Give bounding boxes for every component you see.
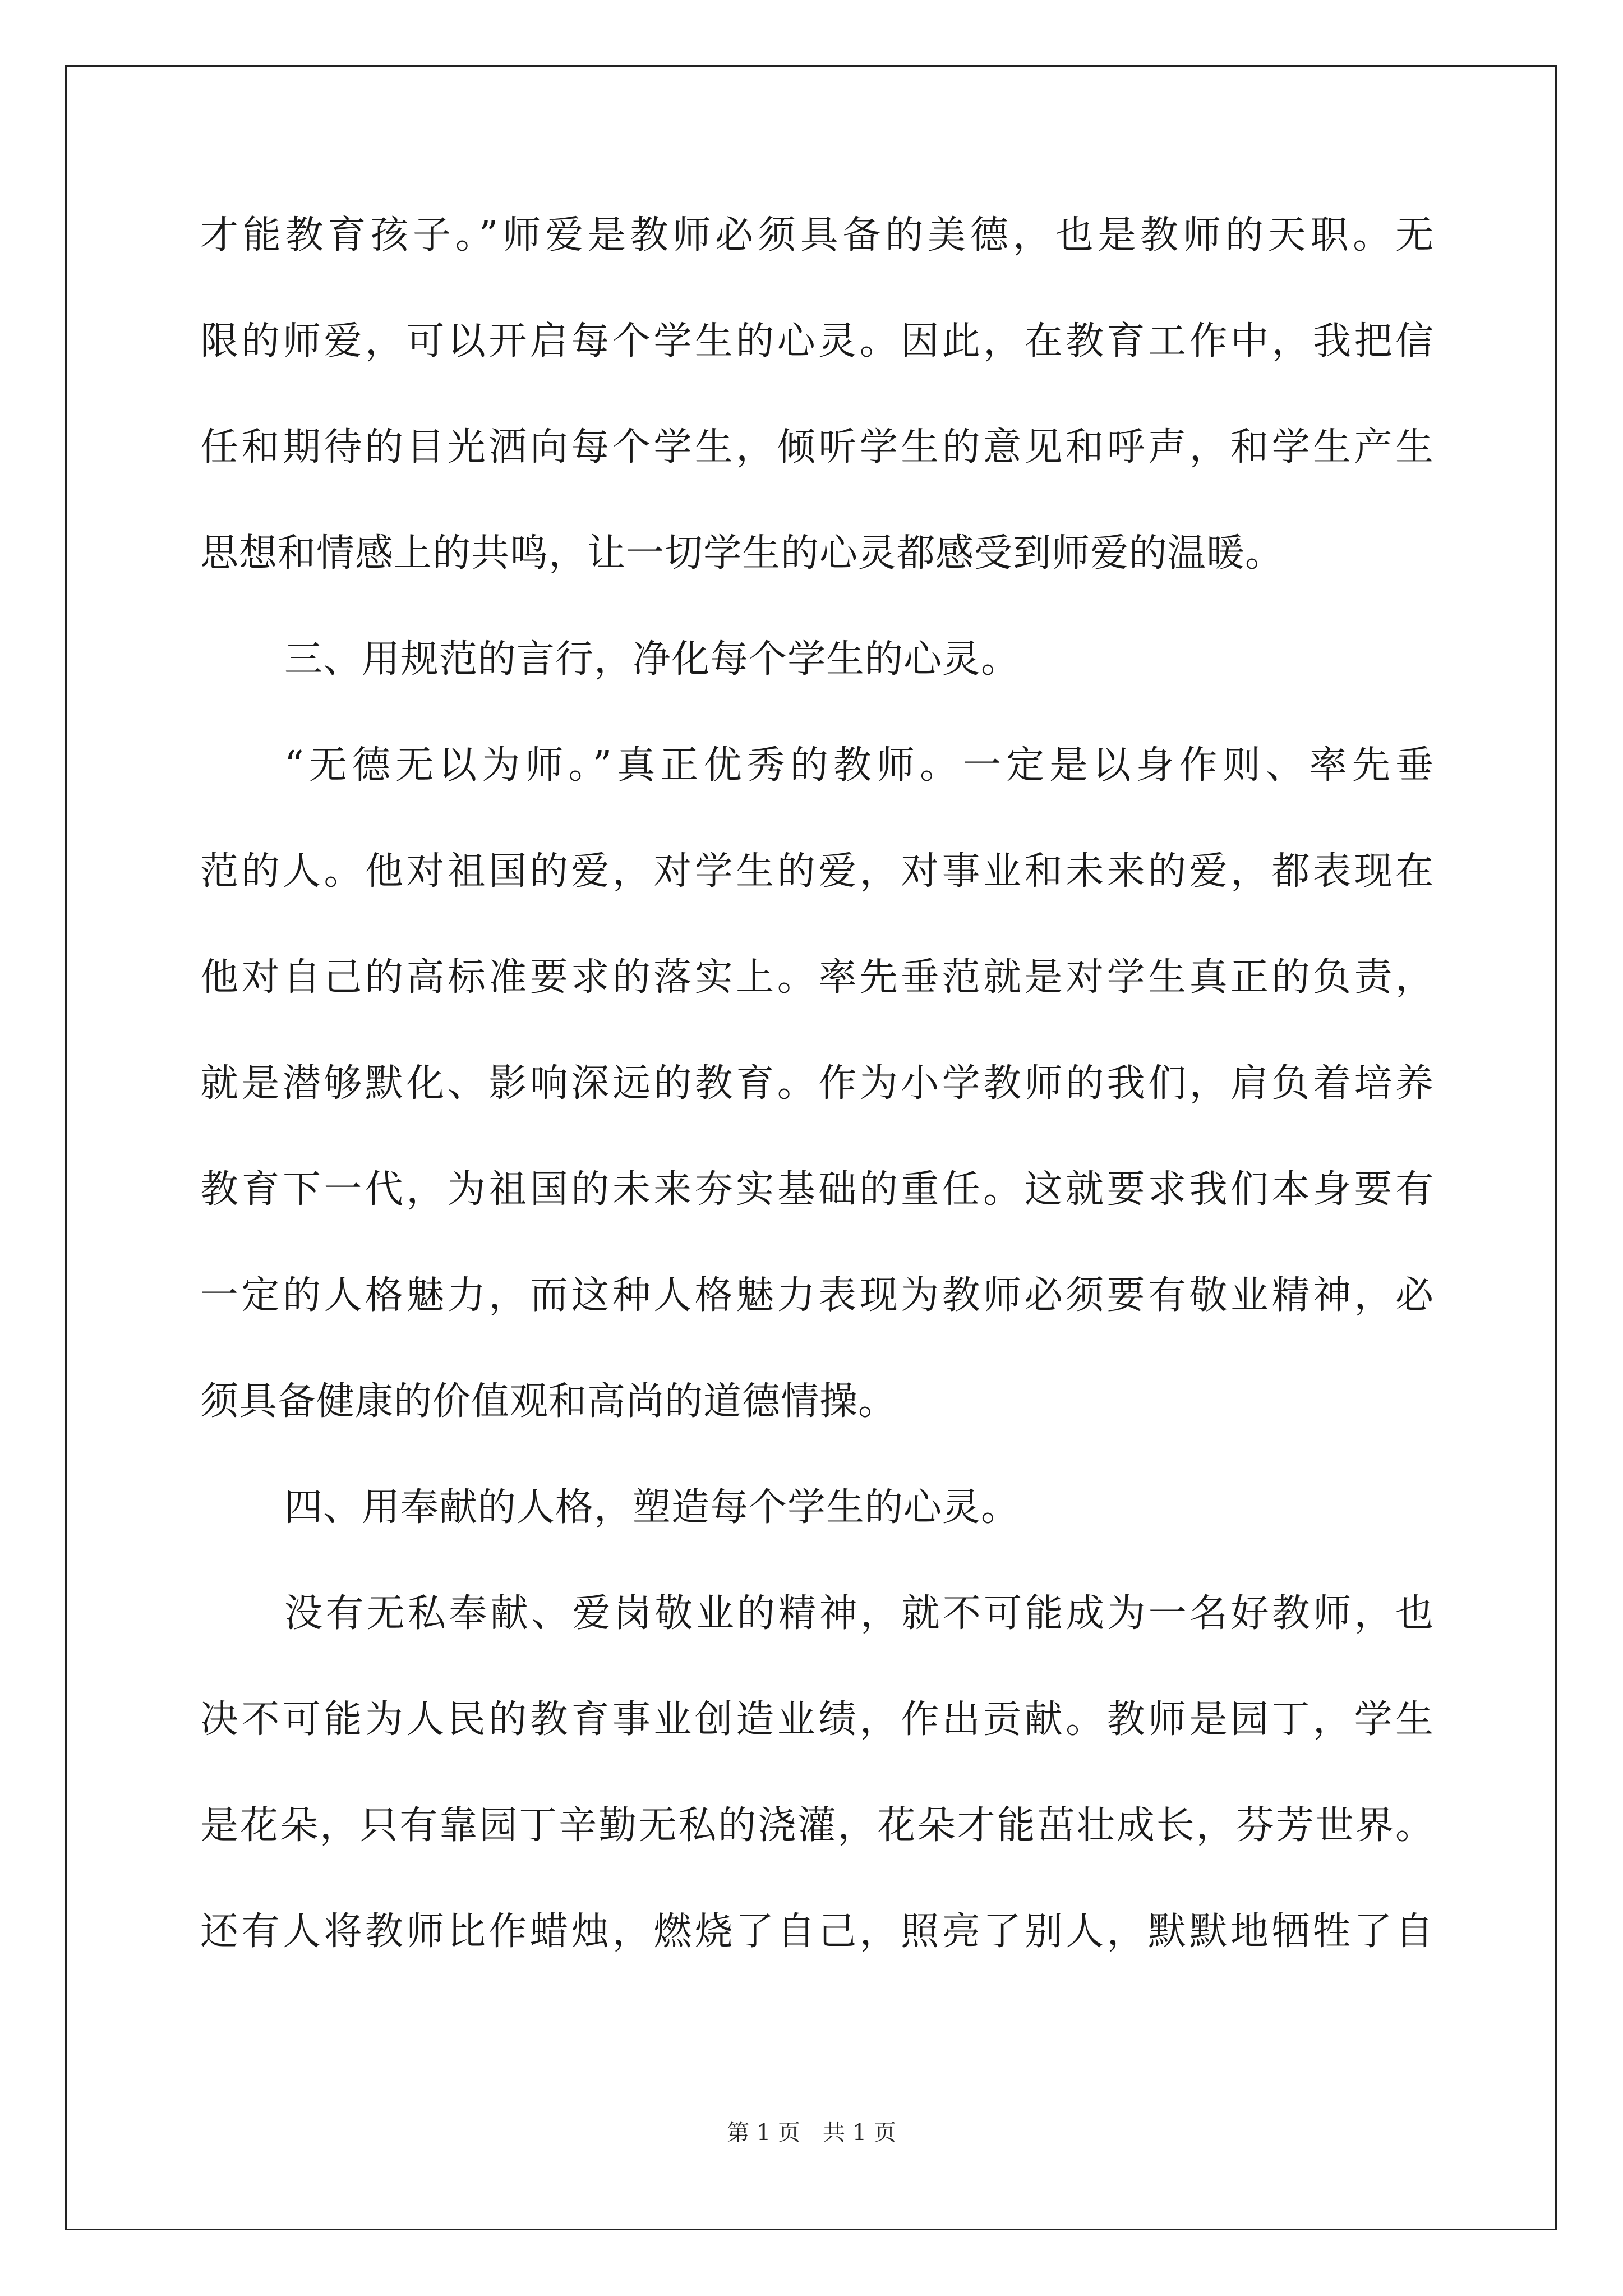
text-line: 任和期待的目光洒向每个学生，倾听学生的意见和呼声，和学生产生 [200,425,1434,470]
text-line: 思想和情感上的共鸣，让一切学生的心灵都感受到师爱的温暖。 [200,531,1284,576]
text-line: “无德无以为师。”真正优秀的教师。一定是以身作则、率先垂 [284,743,1434,788]
section-heading: 四、用奉献的人格，塑造每个学生的心灵。 [284,1485,1020,1530]
page-footer: 第 1 页 共 1 页 [727,2120,896,2146]
text-line: 一定的人格魅力，而这种人格魅力表现为教师必须要有敬业精神，必 [200,1273,1434,1318]
text-line: 教育下一代，为祖国的未来夯实基础的重任。这就要求我们本身要有 [200,1167,1434,1212]
text-line: 他对自己的高标准要求的落实上。率先垂范就是对学生真正的负责， [200,955,1434,1000]
text-line: 没有无私奉献、爱岗敬业的精神，就不可能成为一名好教师，也 [284,1591,1434,1636]
text-line: 还有人将教师比作蜡烛，燃烧了自己，照亮了别人，默默地牺牲了自 [200,1910,1434,1954]
text-line: 决不可能为人民的教育事业创造业绩，作出贡献。教师是园丁，学生 [200,1697,1434,1742]
text-line: 限的师爱，可以开启每个学生的心灵。因此，在教育工作中，我把信 [200,319,1434,364]
text-line: 才能教育孩子。”师爱是教师必须具备的美德，也是教师的天职。无 [200,213,1434,257]
text-line: 须具备健康的价值观和高尚的道德情操。 [200,1379,897,1424]
text-line: 是花朵，只有靠园丁辛勤无私的浇灌，花朵才能茁壮成长，芬芳世界。 [200,1803,1434,1848]
section-heading: 三、用规范的言行，净化每个学生的心灵。 [284,637,1020,682]
text-line: 范的人。他对祖国的爱，对学生的爱，对事业和未来的爱，都表现在 [200,849,1434,894]
document-body [200,213,1434,2016]
text-line: 就是潜够默化、影响深远的教育。作为小学教师的我们，肩负着培养 [200,1061,1434,1106]
